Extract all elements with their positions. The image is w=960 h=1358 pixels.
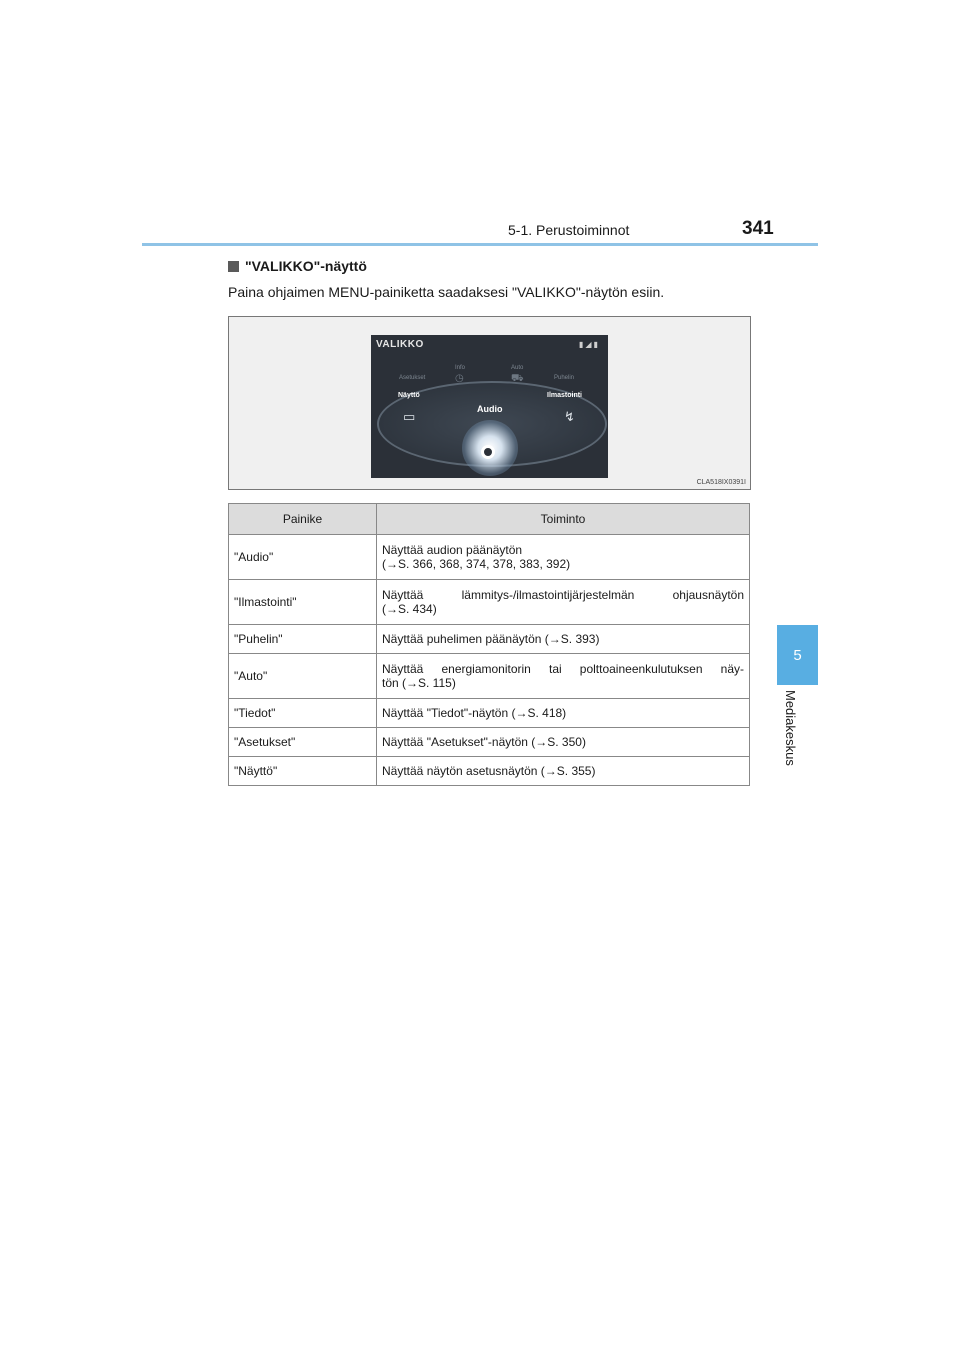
climate-icon: ↯ [564, 409, 575, 424]
function-cell [377, 580, 750, 625]
disc-icon [481, 445, 495, 459]
header-divider [142, 243, 818, 246]
function-cell [377, 535, 750, 580]
table-row [229, 728, 750, 757]
button-cell: "Audio" [229, 535, 377, 580]
function-table [228, 503, 750, 786]
function-ref: tön (→S. 115) [382, 676, 456, 690]
car-icon: ⛟ [511, 373, 524, 384]
menu-item-asetukset: Asetukset [399, 375, 426, 381]
header-section-title: 5-1. Perustoiminnot [508, 222, 630, 238]
table-header-row [229, 504, 750, 535]
display-icon: ▭ [403, 409, 416, 424]
menu-screen [371, 335, 608, 478]
menu-item-audio: Audio [477, 404, 503, 414]
function-cell [377, 654, 750, 699]
status-icons: ▮◢▮ [579, 340, 600, 349]
table-row [229, 757, 750, 786]
figure-code: CLA518IX0391I [696, 479, 746, 486]
intro-paragraph: Paina ohjaimen MENU-painiketta saadaksesi "VALIKKO"-näytön esiin. [228, 284, 665, 300]
chapter-tab: 5 [777, 625, 818, 685]
menu-item-naytto: Näyttö [398, 392, 420, 399]
button-cell: "Asetukset" [229, 728, 377, 757]
function-ref: (→S. 434) [382, 602, 437, 616]
table-row [229, 654, 750, 699]
menu-item-auto: Auto [511, 365, 524, 371]
menu-item-info: Info [455, 365, 466, 371]
function-line: Näyttää audion päänäytön [382, 543, 523, 557]
table-row [229, 580, 750, 625]
table-row [229, 699, 750, 728]
square-bullet-icon [228, 261, 239, 272]
table-row [229, 625, 750, 654]
info-icon: ◷ [455, 373, 464, 384]
function-line: Näyttää energiamonitorin tai polttoaineenkulutuksen näy- [382, 662, 744, 676]
page-number: 341 [742, 218, 774, 239]
chapter-label: Mediakeskus [783, 690, 798, 766]
button-cell: "Näyttö" [229, 757, 377, 786]
button-cell: "Ilmastointi" [229, 580, 377, 625]
screen-title: VALIKKO [376, 339, 424, 350]
function-cell: Näyttää "Asetukset"-näytön (→S. 350) [377, 728, 750, 757]
menu-item-puhelin: Puhelin [554, 375, 575, 381]
menu-screen-figure [228, 316, 751, 490]
button-cell: "Puhelin" [229, 625, 377, 654]
section-heading-text: "VALIKKO"-näyttö [245, 258, 367, 274]
table-row [229, 535, 750, 580]
section-heading [228, 258, 367, 274]
function-cell: Näyttää "Tiedot"-näytön (→S. 418) [377, 699, 750, 728]
header-painike: Painike [229, 504, 377, 535]
function-cell: Näyttää näytön asetusnäytön (→S. 355) [377, 757, 750, 786]
function-line: Näyttää lämmitys-/ilmastointijärjestelmän ohjausnäytön [382, 588, 744, 602]
menu-item-ilmastointi: Ilmastointi [547, 392, 583, 399]
header-toiminto: Toiminto [377, 504, 750, 535]
function-cell: Näyttää puhelimen päänäytön (→S. 393) [377, 625, 750, 654]
button-cell: "Tiedot" [229, 699, 377, 728]
button-cell: "Auto" [229, 654, 377, 699]
function-ref: (→S. 366, 368, 374, 378, 383, 392) [382, 557, 571, 571]
